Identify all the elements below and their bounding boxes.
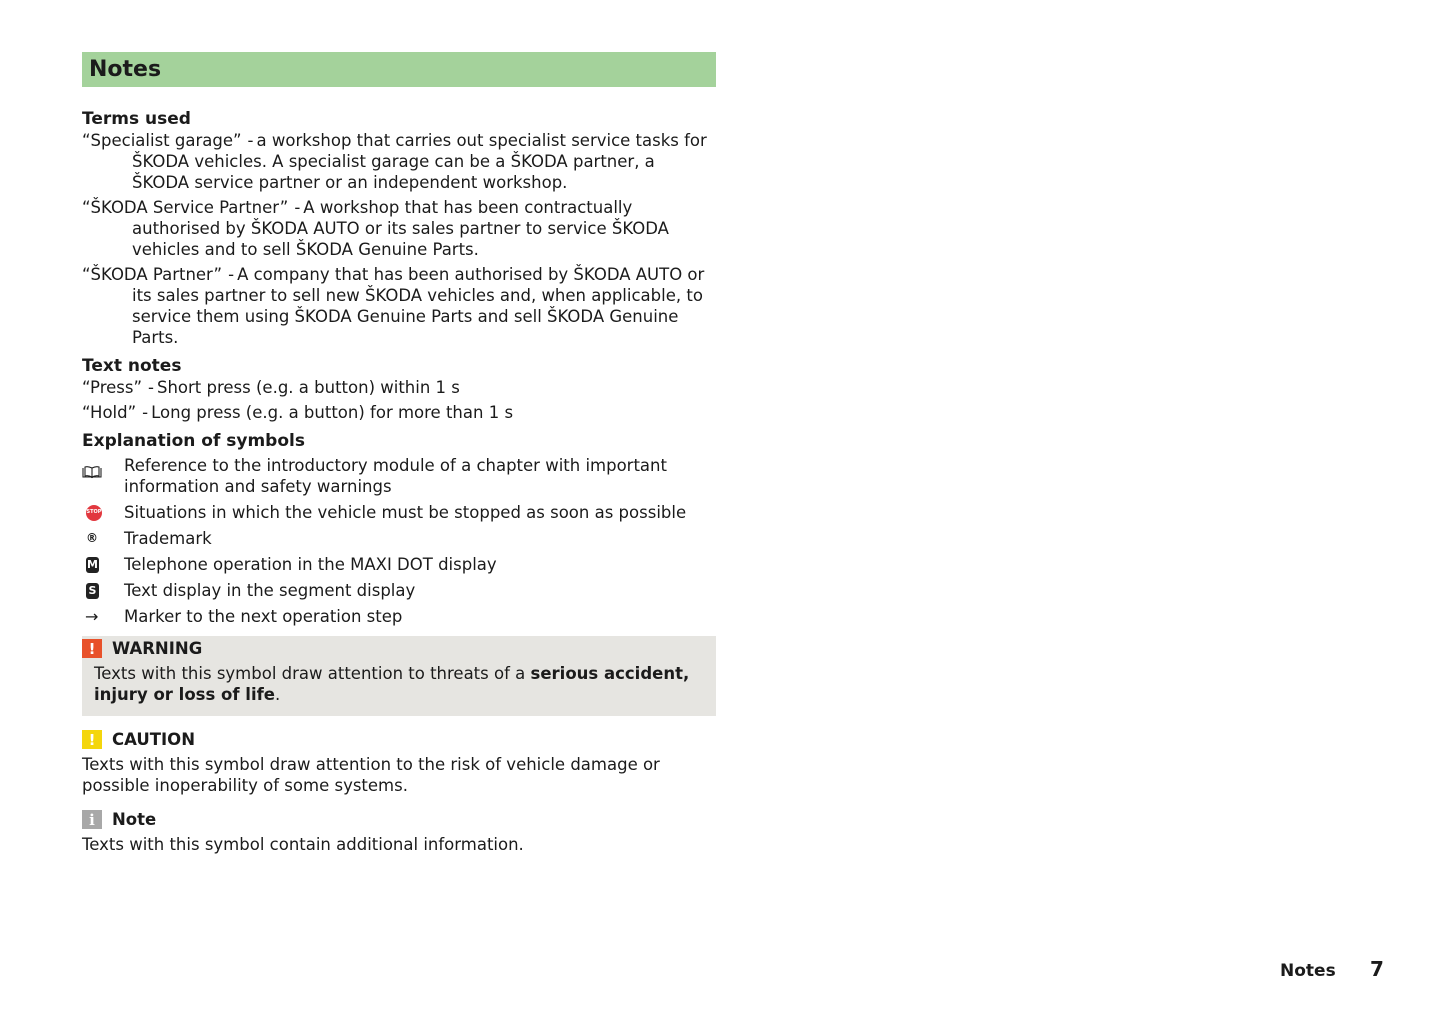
caution-label: CAUTION <box>112 730 195 749</box>
note-header <box>82 809 716 830</box>
page-title: Notes <box>82 52 716 87</box>
symbol-row <box>82 528 716 549</box>
term-label: “ŠKODA Partner” <box>82 265 223 284</box>
warning-header <box>82 638 704 659</box>
symbol-description: Reference to the introductory module of a chapter with important information and safety warnings <box>124 456 667 496</box>
text-note-definition: Long press (e.g. a button) for more than 1 s <box>151 403 514 422</box>
note-text: Texts with this symbol contain additional information. <box>82 835 524 854</box>
maxi-dot-icon: M <box>87 558 98 571</box>
symbol-description: Text display in the segment display <box>124 581 416 600</box>
term-label: “Specialist garage” <box>82 131 242 150</box>
term-label: “ŠKODA Service Partner” <box>82 198 289 217</box>
symbol-row <box>82 606 716 627</box>
warning-box <box>82 636 716 716</box>
page-number: 7 <box>1370 957 1384 981</box>
notes-column <box>82 52 716 855</box>
text-note-label: “Press” <box>82 378 143 397</box>
caution-icon: ! <box>82 730 102 749</box>
term-item: “ŠKODA Partner” - A company that has been authorised by ŠKODA AUTO or its sales partner to sell new ŠKODA vehicles and, when applicable, to service them using ŠKODA Genuine Parts and sell ŠKODA Genuine Parts. <box>82 265 705 347</box>
text-notes-heading: Text notes <box>82 356 182 376</box>
book-icon <box>82 455 124 479</box>
arrow-right-icon: → <box>85 607 99 626</box>
terms-heading: Terms used <box>82 109 191 129</box>
text-note-definition: Short press (e.g. a button) within 1 s <box>156 378 460 397</box>
footer-section-label: Notes <box>1280 961 1336 981</box>
term-definition: A company that has been authorised by ŠKODA AUTO or its sales partner to sell new ŠKODA vehicles and, when applicable, to service them using ŠKODA Genuine Parts and sell ŠKODA Genuine Parts. <box>132 265 705 347</box>
term-item: “ŠKODA Service Partner” - A workshop that has been contractually authorised by ŠKODA AUTO or its sales partner to service ŠKODA vehicles and to sell ŠKODA Genuine Parts. <box>82 198 669 259</box>
warning-label: WARNING <box>112 639 203 658</box>
note-label: Note <box>112 810 157 829</box>
symbol-description: Situations in which the vehicle must be stopped as soon as possible <box>124 503 687 522</box>
stop-icon-text: STOP <box>86 509 102 515</box>
terms-section <box>82 109 716 348</box>
symbols-heading: Explanation of symbols <box>82 431 305 451</box>
term-definition: a workshop that carries out specialist service tasks for ŠKODA vehicles. A specialist garage can be a ŠKODA partner, a ŠKODA service partner or an independent workshop. <box>132 131 707 192</box>
stop-icon <box>86 505 102 521</box>
text-notes-section <box>82 356 716 423</box>
symbol-row <box>82 502 716 523</box>
caution-section <box>82 729 716 796</box>
symbol-description: Telephone operation in the MAXI DOT display <box>124 555 497 574</box>
symbol-row <box>82 580 716 601</box>
text-note-item: “Hold” - Long press (e.g. a button) for more than 1 s <box>82 403 514 422</box>
warning-text: Texts with this symbol draw attention to threats of a serious accident, injury or loss of life. <box>94 664 690 704</box>
symbols-section <box>82 431 716 627</box>
symbol-row <box>82 554 716 575</box>
warning-icon: ! <box>82 639 102 658</box>
symbol-description: Trademark <box>124 529 212 548</box>
symbol-row <box>82 455 716 497</box>
term-definition: A workshop that has been contractually authorised by ŠKODA AUTO or its sales partner to service ŠKODA vehicles and to sell ŠKODA Genuine Parts. <box>132 198 669 259</box>
caution-text: Texts with this symbol draw attention to the risk of vehicle damage or possible inoperability of some systems. <box>82 755 660 795</box>
text-note-item: “Press” - Short press (e.g. a button) within 1 s <box>82 378 460 397</box>
segment-display-icon: S <box>86 583 99 599</box>
note-section <box>82 809 716 855</box>
symbol-description: Marker to the next operation step <box>124 607 403 626</box>
text-note-label: “Hold” <box>82 403 137 422</box>
registered-trademark-icon: ® <box>86 531 98 545</box>
warning-emphasis: serious accident, injury or loss of life <box>94 664 690 704</box>
term-item: “Specialist garage” - a workshop that carries out specialist service tasks for ŠKODA vehicles. A specialist garage can be a ŠKODA partner, a ŠKODA service partner or an independent workshop. <box>82 131 707 192</box>
caution-header <box>82 729 716 750</box>
info-icon: i <box>82 810 102 829</box>
